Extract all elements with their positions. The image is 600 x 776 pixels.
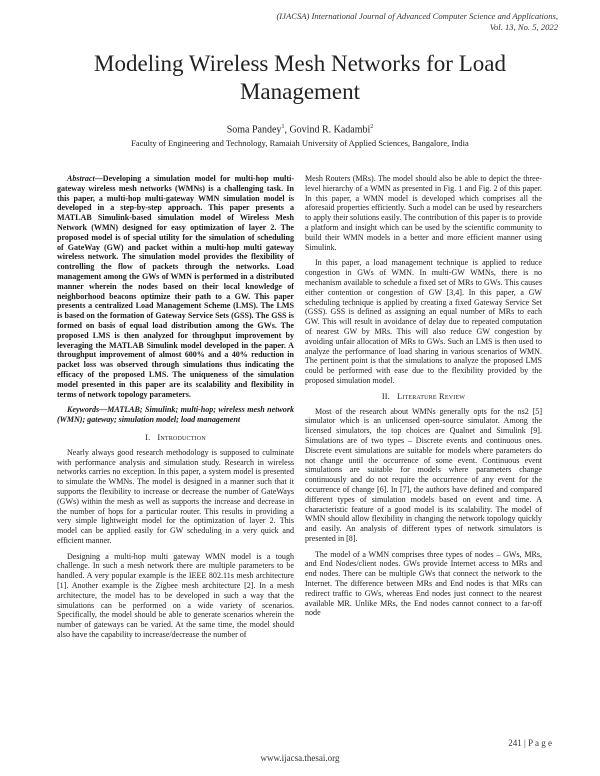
- paragraph: In this paper, a load management technique is applied to reduce congestion in GWs of WMN. In multi-GW WMNs, there is no mechanism available to schedule a fixed set of MRs to GWs. This causes either contention or congestion of GW [3,4]. In this paper, a GW scheduling technique is applied by creating a fixed Gateway Service Set (GSS). GSS is defined as assigning an equal number of MRs to each GW. This will result in avoidance of delay due to repeated computation of nearest GW by MRs. This will also reduce GW congestion by avoiding unfair allocation of MRs to GWs. Such an LMS is then used to analyze the performance of load sharing in various scenarios of WMN. The pertinent point is that the simulations to analyze the proposed LMS could be performed with ease due to the flexibility provided by the proposed simulation model.: [305, 258, 542, 385]
- affiliation: Faculty of Engineering and Technology, Ramaiah University of Applied Sciences, Bangalore, India: [131, 138, 469, 148]
- journal-volume: Vol. 13, No. 5, 2022: [489, 21, 558, 32]
- keywords: [57, 405, 294, 425]
- keywords-text: MATLAB; Simulink; multi-hop; wireless mesh network (WMN); gateway; simulation model; load management: [57, 405, 294, 425]
- section-heading: [305, 392, 542, 402]
- section-number: I.: [145, 432, 151, 442]
- section-title: Literature Review: [396, 391, 466, 401]
- paragraph: The model of a WMN comprises three types of nodes – GWs, MRs, and End Nodes/client nodes. GWs provide Internet access to MRs and end nodes. There can be multiple GWs that connect the network to the Internet. The difference between MRs and End nodes is that MRs can redirect traffic to GWs, whereas End nodes just connect to the nearest available MR. Unlike MRs, the End nodes cannot connect to a far-off node: [305, 549, 542, 618]
- paragraph: Mesh Routers (MRs). The model should also be able to depict the three-level hierarchy of a WMN as presented in Fig. 1 and Fig. 2 of this paper. In this paper, a WMN model is developed which comprises all the aforesaid properties efficiently. Such a model can be used by researchers to apply their solutions easily. The contribution of this paper is to provide a platform and insight which can be used by the scientific community to build their WMN models in a better and more efficient manner using Simulink.: [305, 174, 542, 252]
- right-column: [305, 174, 542, 624]
- paper-title: Modeling Wireless Mesh Networks for Load Management: [94, 51, 506, 104]
- author-separator: ,: [284, 124, 290, 136]
- section-heading: [57, 433, 294, 443]
- abstract-label: Abstract—: [67, 174, 103, 183]
- journal-header: [198, 11, 558, 32]
- abstract: [57, 174, 294, 399]
- author-name: Soma Pandey: [226, 124, 282, 136]
- author-affiliation-mark: 2: [370, 124, 374, 130]
- left-column: [57, 174, 294, 646]
- section-number: II.: [381, 391, 391, 401]
- paragraph: Nearly always good research methodology is supposed to culminate with performance analysis and simulation study. Research in wireless networks carries no exception. In this paper, a system model is presented to simulate the WMNs. The model is designed in a manner such that it supports the flexibility to increase or decrease the number of GateWays (GWs) within the mesh as well as supports the increase and decrease in the number of hops for a particular router. This results in providing a very simple lightweight model for the optimization of layer 2. This model can be applied easily for GW scheduling in a very quick and efficient manner.: [57, 447, 294, 545]
- author-line: [60, 121, 540, 136]
- footer-url: www.ijacsa.thesai.org: [260, 753, 340, 763]
- page-number: 241 | P a g e: [508, 738, 552, 748]
- keywords-label: Keywords—: [67, 405, 108, 415]
- paragraph: Most of the research about WMNs generally opts for the ns2 [5] simulator which is an unlicensed open-source simulator. Among the licensed simulators, the top choices are Qualnet and Simulink [9]. Simulations are of two types – Discrete events and continuous ones. Discrete event simulations are suitable for models where parameters do not change until the occurrence of some event. Continuous event simulations are suitable for models where parameters change continuously and do not require the occurrence of any event for the occurrence of change [6]. In [7], the authors have defined and compared different types of simulation models based on event and time. A characteristic feature of a good model is its scalability. The model of WMN should allow flexibility in changing the network topology quickly and easily. An analysis of different types of network simulators is presented in [8].: [305, 406, 542, 543]
- author-affiliation-mark: 1: [281, 124, 285, 130]
- abstract-text: Developing a simulation model for multi-hop multi-gateway wireless mesh networks (WMNs) is a challenging task. In this paper, a multi-hop multi-gateway WMN simulation model is developed in a step-by-step approach. This paper presents a MATLAB Simulink-based simulation model of Wireless Mesh Network (WMN) designed for easy optimization of layer 2. The proposed model is of special utility for the simulation of scheduling of GateWay (GW) and packet within a multi-hop multi gateway wireless network. The simulation model provides the flexibility of controlling the flow of packets through the networks. Load management among the GWs of WMN is performed in a distributed manner wherein the nodes based on their local knowledge of neighborhood beacons optimize their path to a GW. This paper presents a centralized Load Management Scheme (LMS). The LMS is based on the formation of Gateway Service Sets (GSS). The GSS is formed on basis of equal load distribution among the GWs. The proposed LMS is then analyzed for throughput improvement by leveraging the MATLAB Simulink model developed in the paper. A throughput improvement of almost 600% and a 40% reduction in packet loss was observed through simulations thus indicating the efficacy of the proposed LMS. The uniqueness of the simulation model presented in this paper are its scalability and flexibility in terms of network topology parameters.: [57, 174, 294, 399]
- journal-name: (IJACSA) International Journal of Advanced Computer Science and Applications,: [276, 11, 558, 21]
- paragraph: Designing a multi-hop multi gateway WMN model is a tough challenge. In such a mesh network there are multiple parameters to be handled. A very popular example is the IEEE 802.11s mesh architecture [1]. Another example is the Zigbee mesh architecture [2]. In a mesh architecture, the model has to be developed in such a way that the simulations can be performed on a wide variety of scenarios. Specifically, the model should be able to generate scenarios wherein the number of gateways can be varied. At the same time, the model should also have the capability to increase/decrease the number of: [57, 551, 294, 640]
- section-title: Introduction: [157, 432, 206, 442]
- author-name: Govind R. Kadambi: [289, 124, 371, 136]
